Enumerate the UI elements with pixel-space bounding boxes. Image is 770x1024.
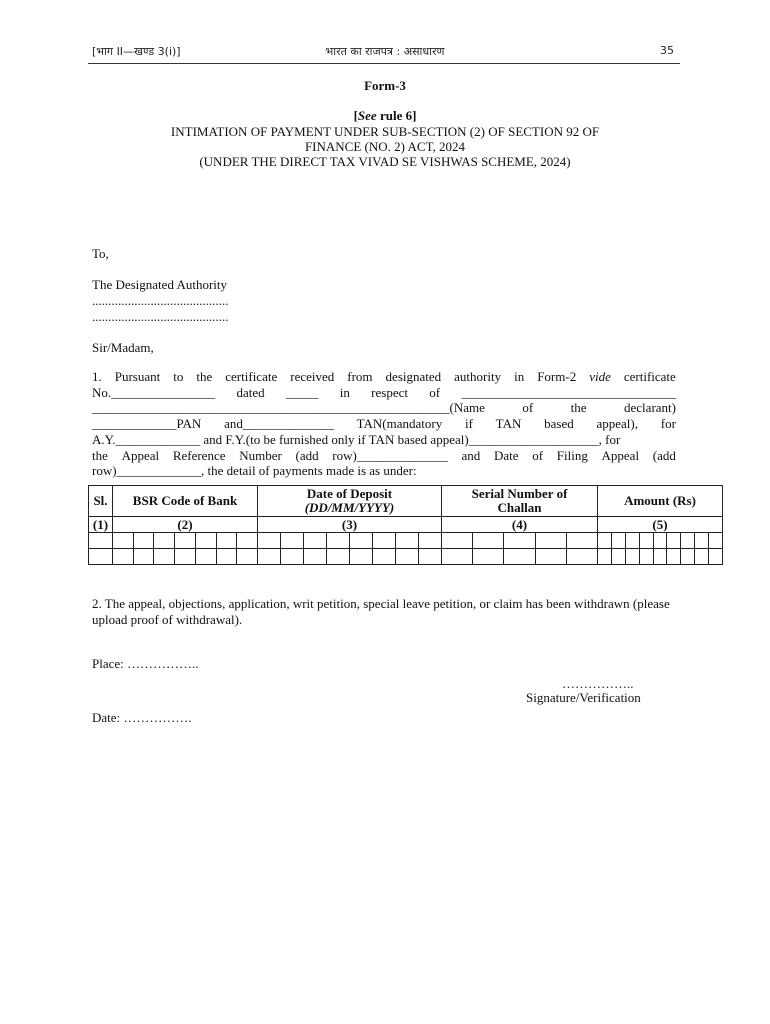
gazette-part-label: [भाग II—खण्ड 3(i)] bbox=[92, 45, 181, 58]
see-word: See bbox=[357, 108, 377, 123]
gazette-title: भारत का राजपत्र : असाधारण bbox=[325, 45, 445, 58]
amount-boxes bbox=[598, 533, 723, 549]
page-number: 35 bbox=[660, 44, 674, 57]
challan-boxes bbox=[442, 533, 598, 549]
salutation: Sir/Madam, bbox=[92, 340, 154, 355]
col-number-3: (3) bbox=[258, 517, 442, 533]
header-amount: Amount (Rs) bbox=[598, 486, 723, 517]
header-sl: Sl. bbox=[89, 486, 113, 517]
payment-details-table bbox=[88, 485, 723, 565]
amount-boxes bbox=[598, 549, 723, 565]
challan-boxes bbox=[442, 549, 598, 565]
header-rule bbox=[88, 63, 680, 64]
header-serial-number: Serial Number of Challan bbox=[442, 486, 598, 517]
header-bsr-code: BSR Code of Bank bbox=[113, 486, 258, 517]
table-row bbox=[89, 549, 723, 565]
withdrawal-paragraph: 2. The appeal, objections, application, writ petition, special leave petition, or claim has been withdrawn (please upload proof of withdrawal). bbox=[92, 596, 670, 627]
sl-cell bbox=[89, 549, 113, 565]
payment-intimation-paragraph: 1. Pursuant to the certificate received from designated authority in Form-2 vide certificate No.________________ dated _____ in respect of _________________________________ _______________________________________________________(Name of the declarant) _____________PAN and______________ TAN(mandatory if TAN based appeal), for A.Y._____________ and F.Y.(to be furnished only if TAN based appeal)____________________, for the Appeal Reference Number (add row)______________ and Date of Filing Appeal (add row)_____________, the detail of payments made is as under: bbox=[92, 369, 676, 479]
address-dots-1: .......................................... bbox=[92, 293, 229, 308]
signature-dots: …………….. bbox=[562, 676, 634, 691]
form-heading-line-3: (UNDER THE DIRECT TAX VIVAD SE VISHWAS SCHEME, 2024) bbox=[199, 154, 571, 169]
signature-label: Signature/Verification bbox=[526, 690, 641, 705]
place-field: Place: …………….. bbox=[92, 656, 199, 671]
col-number-5: (5) bbox=[598, 517, 723, 533]
form-title: Form-3 bbox=[364, 78, 406, 93]
rule-reference: [See rule 6] bbox=[353, 108, 417, 123]
form-heading-line-1: INTIMATION OF PAYMENT UNDER SUB-SECTION (2) OF SECTION 92 OF bbox=[170, 124, 600, 139]
form-heading-line-2: FINANCE (NO. 2) ACT, 2024 bbox=[304, 139, 466, 154]
header-date-of-deposit: Date of Deposit (DD/MM/YYYY) bbox=[258, 486, 442, 517]
col-number-1: (1) bbox=[89, 517, 113, 533]
designated-authority: The Designated Authority bbox=[92, 277, 228, 292]
bsr-code-boxes bbox=[113, 549, 258, 565]
bsr-code-boxes bbox=[113, 533, 258, 549]
date-boxes bbox=[258, 549, 442, 565]
date-boxes bbox=[258, 533, 442, 549]
col-number-2: (2) bbox=[113, 517, 258, 533]
sl-cell bbox=[89, 533, 113, 549]
addressee-to: To, bbox=[92, 246, 109, 261]
col-number-4: (4) bbox=[442, 517, 598, 533]
table-row bbox=[89, 533, 723, 549]
address-dots-2: .......................................... bbox=[92, 309, 229, 324]
date-field: Date: ……………. bbox=[92, 710, 192, 725]
